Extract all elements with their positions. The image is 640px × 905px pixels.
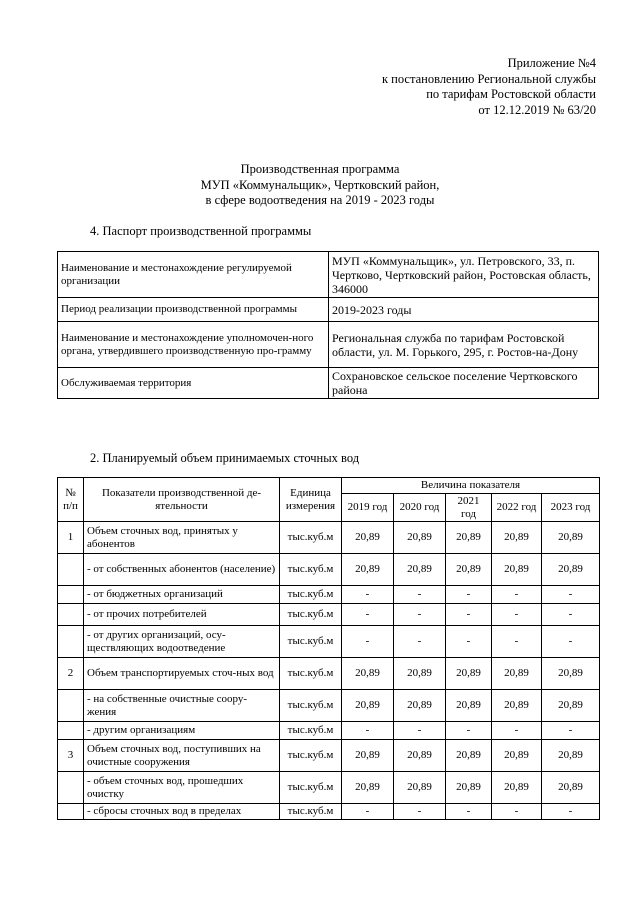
row-value: 20,89 <box>492 522 542 554</box>
row-unit: тыс.куб.м <box>280 740 342 772</box>
appendix-header <box>382 56 596 118</box>
passport-row <box>58 322 599 368</box>
row-value: - <box>394 804 446 820</box>
row-value: - <box>542 604 600 626</box>
row-value: - <box>446 604 492 626</box>
row-unit: тыс.куб.м <box>280 658 342 690</box>
row-value: 20,89 <box>492 658 542 690</box>
row-value: - <box>446 626 492 658</box>
row-indicator: - от прочих потребителей <box>84 604 280 626</box>
header-indicator: Показатели производственной де-ятельности <box>84 478 280 522</box>
row-indicator: - от собственных абонентов (население) <box>84 554 280 586</box>
row-number <box>58 722 84 740</box>
row-value: - <box>342 626 394 658</box>
passport-table <box>57 251 599 399</box>
header-year: 2023 год <box>542 494 600 522</box>
row-value: - <box>446 586 492 604</box>
row-indicator: - на собственные очистные соору-жения <box>84 690 280 722</box>
row-value: 20,89 <box>394 740 446 772</box>
appendix-line-4: от 12.12.2019 № 63/20 <box>478 102 596 117</box>
row-indicator: - от бюджетных организаций <box>84 586 280 604</box>
row-value: 20,89 <box>342 740 394 772</box>
row-value: 20,89 <box>394 658 446 690</box>
row-value: 20,89 <box>542 740 600 772</box>
document-title <box>0 162 640 209</box>
row-number: 1 <box>58 522 84 554</box>
row-indicator: Объем транспортируемых сточ-ных вод <box>84 658 280 690</box>
row-unit: тыс.куб.м <box>280 522 342 554</box>
row-value: 20,89 <box>342 690 394 722</box>
row-value: - <box>542 722 600 740</box>
row-indicator: - другим организациям <box>84 722 280 740</box>
row-unit: тыс.куб.м <box>280 626 342 658</box>
row-value: 20,89 <box>492 554 542 586</box>
row-value: - <box>492 804 542 820</box>
row-number <box>58 772 84 804</box>
passport-value: Региональная служба по тарифам Ростовской области, ул. М. Горького, 295, г. Ростов-на-Дону <box>329 322 599 368</box>
table-row <box>58 626 600 658</box>
row-unit: тыс.куб.м <box>280 554 342 586</box>
row-value: 20,89 <box>492 690 542 722</box>
row-unit: тыс.куб.м <box>280 604 342 626</box>
row-value: - <box>394 626 446 658</box>
row-value: - <box>342 804 394 820</box>
table-row <box>58 690 600 722</box>
passport-label: Наименование и местонахождение уполномочен-ного органа, утвердившего производственную про-грамму <box>58 322 329 368</box>
header-year: 2022 год <box>492 494 542 522</box>
passport-row <box>58 252 599 298</box>
row-value: 20,89 <box>446 690 492 722</box>
row-value: - <box>394 722 446 740</box>
row-value: - <box>446 722 492 740</box>
header-num: № п/п <box>58 478 84 522</box>
passport-label: Наименование и местонахождение регулируемой организации <box>58 252 329 298</box>
row-value: - <box>492 722 542 740</box>
row-value: 20,89 <box>394 554 446 586</box>
row-unit: тыс.куб.м <box>280 690 342 722</box>
row-value: - <box>394 586 446 604</box>
section-4-heading: 4. Паспорт производственной программы <box>90 224 312 238</box>
row-number <box>58 804 84 820</box>
row-value: 20,89 <box>342 658 394 690</box>
header-unit: Единица измерения <box>280 478 342 522</box>
passport-value: 2019-2023 годы <box>329 298 599 322</box>
row-indicator: - сбросы сточных вод в пределах <box>84 804 280 820</box>
row-indicator: - от других организаций, осу-ществляющих водоотведение <box>84 626 280 658</box>
row-indicator: Объем сточных вод, принятых у абонентов <box>84 522 280 554</box>
row-value: - <box>492 604 542 626</box>
table-row <box>58 772 600 804</box>
passport-row <box>58 368 599 399</box>
row-value: 20,89 <box>446 522 492 554</box>
title-line-2: МУП «Коммунальщик», Чертковский район, <box>200 177 440 192</box>
row-value: - <box>342 604 394 626</box>
row-value: 20,89 <box>492 772 542 804</box>
appendix-line-3: по тарифам Ростовской области <box>426 87 596 101</box>
table-row <box>58 604 600 626</box>
section-2-heading: 2. Планируемый объем принимаемых сточных вод <box>90 451 360 465</box>
row-unit: тыс.куб.м <box>280 722 342 740</box>
row-unit: тыс.куб.м <box>280 586 342 604</box>
title-line-1: Производственная программа <box>240 162 400 176</box>
header-year: 2020 год <box>394 494 446 522</box>
row-value: 20,89 <box>446 554 492 586</box>
row-value: - <box>542 804 600 820</box>
row-value: 20,89 <box>342 522 394 554</box>
row-value: 20,89 <box>542 522 600 554</box>
row-value: 20,89 <box>394 690 446 722</box>
header-row <box>58 478 600 494</box>
row-unit: тыс.куб.м <box>280 804 342 820</box>
appendix-line-2: к постановлению Региональной службы <box>381 71 596 86</box>
passport-value: Сохрановское сельское поселение Чертковского района <box>329 368 599 399</box>
row-number <box>58 626 84 658</box>
passport-value: МУП «Коммунальщик», ул. Петровского, 33, п. Чертково, Чертковский район, Ростовская область, 346000 <box>329 252 599 298</box>
table-row <box>58 722 600 740</box>
table-row <box>58 522 600 554</box>
table-row <box>58 658 600 690</box>
header-value: Величина показателя <box>342 478 600 494</box>
row-indicator: - объем сточных вод, прошедших очистку <box>84 772 280 804</box>
row-number: 2 <box>58 658 84 690</box>
row-number: 3 <box>58 740 84 772</box>
row-value: - <box>542 626 600 658</box>
title-line-3: в сфере водоотведения на 2019 - 2023 годы <box>205 193 435 207</box>
header-year: 2021 год <box>446 494 492 522</box>
row-number <box>58 586 84 604</box>
row-number <box>58 554 84 586</box>
wastewater-volume-table <box>57 477 600 820</box>
table-row <box>58 554 600 586</box>
table-row <box>58 586 600 604</box>
table-body <box>58 522 600 820</box>
row-value: 20,89 <box>342 554 394 586</box>
row-value: - <box>342 722 394 740</box>
row-value: 20,89 <box>542 658 600 690</box>
row-value: 20,89 <box>542 772 600 804</box>
row-value: - <box>394 604 446 626</box>
row-value: - <box>342 586 394 604</box>
passport-row <box>58 298 599 322</box>
row-number <box>58 604 84 626</box>
row-value: 20,89 <box>446 658 492 690</box>
row-value: 20,89 <box>492 740 542 772</box>
row-value: 20,89 <box>342 772 394 804</box>
row-value: 20,89 <box>394 772 446 804</box>
passport-label: Обслуживаемая территория <box>58 368 329 399</box>
table-row <box>58 804 600 820</box>
row-value: 20,89 <box>542 554 600 586</box>
row-value: 20,89 <box>446 772 492 804</box>
row-value: 20,89 <box>394 522 446 554</box>
row-value: 20,89 <box>542 690 600 722</box>
appendix-line-1: Приложение №4 <box>507 56 596 70</box>
row-indicator: Объем сточных вод, поступивших на очистные сооружения <box>84 740 280 772</box>
row-number <box>58 690 84 722</box>
row-value: - <box>542 586 600 604</box>
row-value: - <box>492 586 542 604</box>
passport-label: Период реализации производственной программы <box>58 298 329 322</box>
row-unit: тыс.куб.м <box>280 772 342 804</box>
row-value: - <box>446 804 492 820</box>
header-year: 2019 год <box>342 494 394 522</box>
row-value: 20,89 <box>446 740 492 772</box>
table-row <box>58 740 600 772</box>
row-value: - <box>492 626 542 658</box>
